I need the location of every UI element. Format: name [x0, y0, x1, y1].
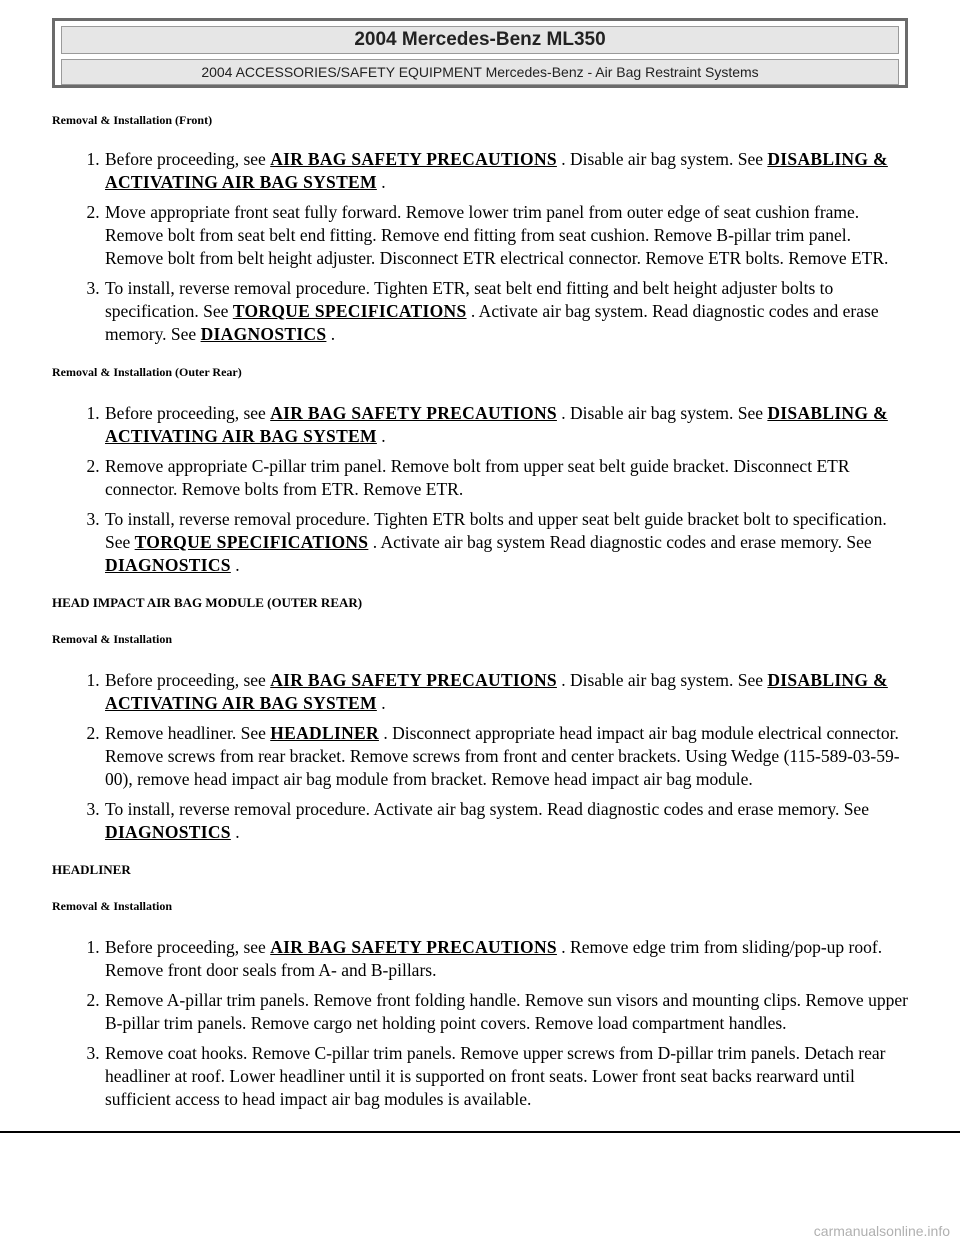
cross-reference-link[interactable]: AIR BAG SAFETY PRECAUTIONS — [270, 403, 557, 423]
document-title: 2004 Mercedes-Benz ML350 — [61, 26, 899, 54]
site-watermark: carmanualsonline.info — [813, 1223, 950, 1239]
step-text: . Disable air bag system. See — [556, 670, 768, 690]
step-list — [52, 148, 912, 346]
cross-reference-link[interactable]: AIR BAG SAFETY PRECAUTIONS — [270, 149, 557, 169]
step-item — [104, 148, 912, 194]
step-text: Before proceeding, see — [105, 403, 271, 423]
step-text: . — [376, 426, 386, 446]
section-main-heading: HEAD IMPACT AIR BAG MODULE (OUTER REAR) — [52, 595, 363, 610]
section-heading: Removal & Installation (Front) — [52, 113, 213, 127]
cross-reference-link[interactable]: TORQUE SPECIFICATIONS — [232, 301, 467, 321]
cross-reference-link[interactable]: DISABLING & ACTIVATING AIR BAG SYSTEM — [105, 149, 888, 192]
section-heading: Removal & Installation — [52, 632, 172, 646]
step-text: . — [326, 324, 336, 344]
step-item — [104, 989, 912, 1035]
step-text: . — [376, 693, 386, 713]
step-text: Remove coat hooks. Remove C-pillar trim panels. Remove upper screws from D-pillar trim panels. Detach rear headliner at roof. Lower headliner until it is supported on front seats. Lower front seat backs rearward until sufficient access to head impact air bag modules is available. — [105, 1043, 886, 1109]
step-text: . Disable air bag system. See — [556, 149, 768, 169]
step-text: . Disable air bag system. See — [556, 403, 768, 423]
step-text: Remove A-pillar trim panels. Remove front folding handle. Remove sun visors and mounting clips. Remove upper B-pillar trim panels. Remove cargo net holding point covers. Remove load compartment handles. — [105, 990, 908, 1033]
step-item — [104, 277, 912, 346]
section — [52, 112, 912, 346]
section-heading: Removal & Installation (Outer Rear) — [52, 365, 242, 379]
step-text: Before proceeding, see — [105, 670, 271, 690]
cross-reference-link[interactable]: DIAGNOSTICS — [105, 822, 231, 842]
step-text: Before proceeding, see — [105, 149, 271, 169]
step-item — [104, 722, 912, 791]
step-text: Move appropriate front seat fully forward. Remove lower trim panel from outer edge of seat cushion frame. Remove bolt from seat belt end fitting. Remove end fitting from seat cushion. Remove B-pillar trim panel. Remove bolt from belt height adjuster. Disconnect ETR electrical connector. Remove ETR bolts. Remove ETR. — [105, 202, 889, 268]
step-text: Before proceeding, see — [105, 937, 271, 957]
cross-reference-link[interactable]: DIAGNOSTICS — [105, 555, 231, 575]
cross-reference-link[interactable]: DIAGNOSTICS — [200, 324, 327, 344]
step-item — [104, 936, 912, 982]
step-list — [52, 936, 912, 1111]
step-item — [104, 669, 912, 715]
section-heading: Removal & Installation — [52, 899, 172, 913]
document-subtitle: 2004 ACCESSORIES/SAFETY EQUIPMENT Mercedes-Benz - Air Bag Restraint Systems — [61, 59, 899, 85]
step-item — [104, 201, 912, 270]
step-item — [104, 1042, 912, 1111]
step-text: . Activate air bag system. Read diagnostic codes and erase memory. See — [105, 301, 879, 344]
step-text: . Disconnect appropriate head impact air bag module electrical connector. Remove screws from rear bracket. Remove screws from front and center brackets. Using Wedge (115-589-03-59-00), remove head impact air bag module from bracket. Remove head impact air bag module. — [105, 723, 900, 789]
page-header — [52, 18, 908, 88]
step-text: . — [376, 172, 386, 192]
step-list — [52, 669, 912, 844]
step-text: . — [230, 822, 240, 842]
step-text: To install, reverse removal procedure. Activate air bag system. Read diagnostic codes and erase memory. See — [105, 799, 869, 819]
cross-reference-link[interactable]: AIR BAG SAFETY PRECAUTIONS — [270, 937, 557, 957]
cross-reference-link[interactable]: AIR BAG SAFETY PRECAUTIONS — [270, 670, 557, 690]
section-main-heading: HEADLINER — [52, 862, 131, 877]
section — [52, 364, 912, 577]
page-bottom-rule — [0, 1131, 960, 1133]
cross-reference-link[interactable]: DISABLING & ACTIVATING AIR BAG SYSTEM — [105, 403, 888, 446]
step-text: Remove headliner. See — [105, 723, 271, 743]
step-text: To install, reverse removal procedure. Tighten ETR, seat belt end fitting and belt height adjuster bolts to specification. See — [105, 278, 834, 321]
step-text: To install, reverse removal procedure. Tighten ETR bolts and upper seat belt guide bracket bolt to specification. See — [105, 509, 887, 552]
step-text: Remove appropriate C-pillar trim panel. Remove bolt from upper seat belt guide bracket. Disconnect ETR connector. Remove bolts from ETR. Remove ETR. — [105, 456, 850, 499]
cross-reference-link[interactable]: HEADLINER — [270, 723, 379, 743]
step-item — [104, 798, 912, 844]
step-item — [104, 402, 912, 448]
cross-reference-link[interactable]: TORQUE SPECIFICATIONS — [134, 532, 369, 552]
step-text: . Activate air bag system Read diagnostic codes and erase memory. See — [368, 532, 872, 552]
step-item — [104, 455, 912, 501]
step-text: . — [230, 555, 240, 575]
step-item — [104, 508, 912, 577]
section — [52, 595, 912, 844]
cross-reference-link[interactable]: DISABLING & ACTIVATING AIR BAG SYSTEM — [105, 670, 888, 713]
section — [52, 862, 912, 1111]
step-text: . Remove edge trim from sliding/pop-up roof. Remove front door seals from A- and B-pillars. — [105, 937, 883, 980]
step-list — [52, 402, 912, 577]
document-body — [52, 112, 912, 1118]
